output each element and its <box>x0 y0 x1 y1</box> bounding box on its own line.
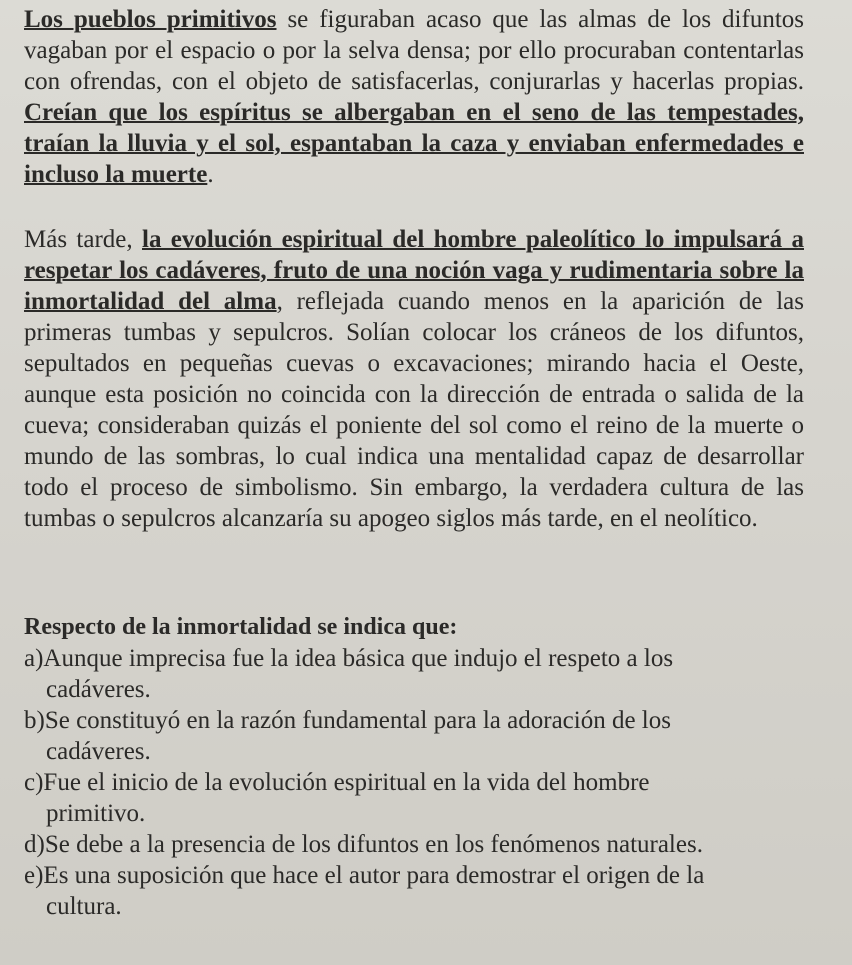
option-a-line1: a)Aunque imprecisa fue la idea básica que indujo el respeto a los <box>24 645 674 672</box>
option-b-line1: b)Se constituyó en la razón fundamental para la adoración de los <box>24 707 671 734</box>
option-a <box>24 643 804 705</box>
option-b-line2: cadáveres. <box>46 738 151 765</box>
paragraph-2-post: , reflejada cuando menos en la aparición de las primeras tumbas y sepulcros. Solían colocar los cráneos de los difuntos, sepultados en pequeñas cuevas o excavaciones; mirando hacia el Oeste, aunque esta posición no coincida con la dirección de entrada o salida de la cueva; consideraban quizás el poniente del sol como el reino de la muerte o mundo de las sombras, lo cual indica una mentalidad capaz de desarrollar todo el proceso de simbolismo. Sin embargo, la verdadera cultura de las tumbas o sepulcros alcanzaría su apogeo siglos más tarde, en el neolítico. <box>24 288 804 532</box>
option-e <box>24 860 804 922</box>
option-c-line2: primitivo. <box>46 800 146 827</box>
option-c-line1: c)Fue el inicio de la evolución espiritual en la vida del hombre <box>24 769 650 796</box>
option-e-line2: cultura. <box>46 893 122 920</box>
option-c <box>24 767 804 829</box>
paragraph-2-pre: Más tarde, <box>24 226 142 253</box>
paragraph-1-post: . <box>207 161 214 188</box>
paragraph-1 <box>24 4 804 190</box>
question-title: Respecto de la inmortalidad se indica que: <box>24 614 458 640</box>
option-e-line1: e)Es una suposición que hace el autor para demostrar el origen de la <box>24 862 705 889</box>
option-d <box>24 829 804 860</box>
paragraph-1-mid: se figuraban acaso que las almas de los difuntos vagaban por el espacio o por la selva densa; por ello procuraban contentarlas con ofrendas, con el objeto de satisfacerlas, conjurarlas y hacerlas propias. <box>24 6 805 95</box>
options-list <box>24 643 804 922</box>
paragraph-2 <box>24 224 804 534</box>
option-b <box>24 705 804 767</box>
option-d-line1: d)Se debe a la presencia de los difuntos en los fenómenos naturales. <box>24 831 703 858</box>
option-a-line2: cadáveres. <box>46 676 151 703</box>
paragraph-2-underline: la evolución espiritual del hombre paleolítico lo impulsará a respetar los cadáveres, fruto de una noción vaga y rudimentaria sobre la inmortalidad del alma <box>24 226 804 315</box>
paragraph-1-underline-2: Creían que los espíritus se albergaban en el seno de las tempestades, traían la lluvia y el sol, espantaban la caza y enviaban enfermedades e incluso la muerte <box>24 99 804 188</box>
paragraph-1-underline-1: Los pueblos primitivos <box>24 6 277 33</box>
